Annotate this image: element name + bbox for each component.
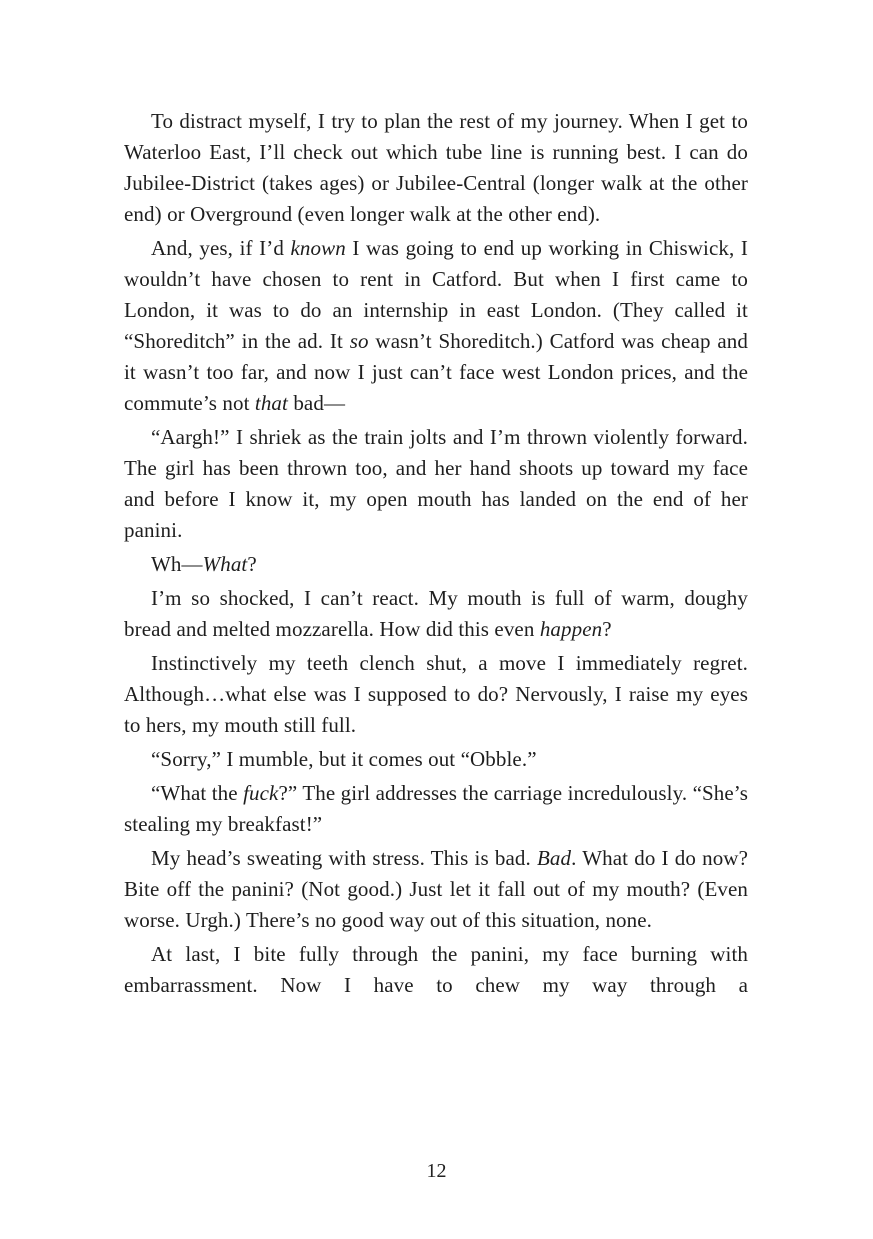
paragraph (124, 549, 748, 580)
text-run: To distract myself, I try to plan the rest of my journey. When I get to Waterloo East, I’ll check out which tube line is running best. I can do Jubilee-District (takes ages) or Jubilee-Central (longer walk at the other end) or Overground (even longer walk at the other end). (124, 109, 748, 226)
text-run: ? (602, 617, 612, 641)
paragraph (124, 422, 748, 546)
italic-run: happen (539, 617, 603, 641)
text-run: “Sorry,” I mumble, but it comes out “Obble.” (151, 747, 537, 771)
italic-run: Bad (536, 846, 572, 870)
text-run: “What the (151, 781, 244, 805)
paragraph (124, 778, 748, 840)
italic-run: known (290, 236, 346, 260)
paragraph (124, 233, 748, 419)
italic-run: What (202, 552, 248, 576)
text-run: ? (247, 552, 257, 576)
page-number: 12 (426, 1160, 447, 1182)
paragraph (124, 648, 748, 741)
page-text (124, 106, 748, 1004)
text-run: I’m so shocked, I can’t react. My mouth is full of warm, doughy bread and melted mozzarella. How did this even (124, 586, 748, 641)
italic-run: that (254, 391, 288, 415)
text-run: I was going to end up working in Chiswick, I wouldn’t have chosen to rent in Catford. But when I first came to London, it was to do an internship in east London. (They called it “Shoreditch” in the ad. It (124, 236, 748, 353)
text-run: wasn’t Shoreditch.) Catford was cheap and it wasn’t too far, and now I just can’t face west London prices, and the commute’s not (124, 329, 748, 415)
paragraph (124, 843, 748, 936)
paragraph (124, 939, 748, 1001)
text-run: At last, I bite fully through the panini, my face burning with embarrassment. Now I have to chew my way through a (124, 942, 748, 997)
text-run: Instinctively my teeth clench shut, a move I immediately regret. Although…what else was I supposed to do? Nervously, I raise my eyes to hers, my mouth still full. (124, 651, 748, 737)
text-run: Wh— (151, 552, 203, 576)
text-run: “Aargh!” I shriek as the train jolts and I’m thrown violently forward. The girl has been thrown too, and her hand shoots up toward my face and before I know it, my open mouth has landed on the end of her panini. (124, 425, 748, 542)
text-run: My head’s sweating with stress. This is bad. (151, 846, 537, 870)
italic-run: so (349, 329, 369, 353)
text-run: ?” The girl addresses the carriage incredulously. “She’s stealing my breakfast!” (124, 781, 748, 836)
paragraph (124, 744, 748, 775)
paragraph (124, 583, 748, 645)
text-run: And, yes, if I’d (151, 236, 291, 260)
paragraph (124, 106, 748, 230)
italic-run: fuck (243, 781, 279, 805)
text-run: . What do I do now? Bite off the panini? (Not good.) Just let it fall out of my mouth? (Even worse. Urgh.) There’s no good way out of this situation, none. (124, 846, 748, 932)
text-run: bad— (287, 391, 346, 415)
